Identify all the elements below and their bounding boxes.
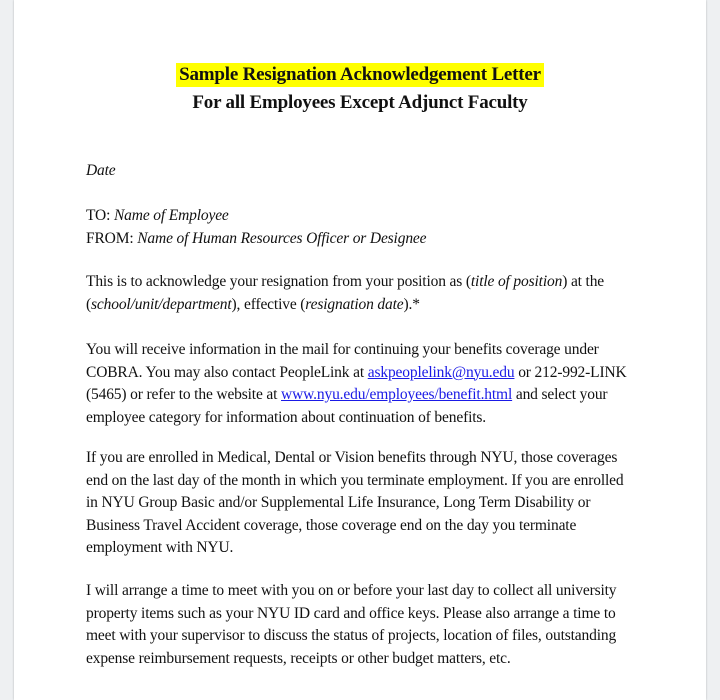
paragraph-line: employee category for information about continuation of benefits. [86,408,487,426]
from-value: Name of Human Resources Officer or Designee [137,230,427,247]
date-placeholder: Date [86,162,116,179]
website-link[interactable]: www.nyu.edu/employees/benefit.html [281,386,513,403]
paragraph-line: meet with your supervisor to discuss the status of projects, location of files, outstanding [86,627,617,644]
to-value: Name of Employee [113,207,229,224]
paragraph-line: COBRA. You may also contact PeopleLink at askpeoplelink@nyu.edu or 212-992-LINK [86,363,627,381]
letter-title: Sample Resignation Acknowledgement Letter [176,63,544,87]
letter-title-row [14,63,706,87]
from-line [86,228,686,251]
to-line [86,205,686,228]
paragraph-line: Business Travel Accident coverage, those coverage end on the day you terminate [86,516,577,534]
email-link[interactable]: askpeoplelink@nyu.edu [367,363,515,381]
paragraph-line: This is to acknowledge your resignation from your position as (title of position) at the [86,273,605,290]
from-label: FROM: [86,230,134,247]
paragraph-line: expense reimbursement requests, receipts or other budget matters, etc. [86,649,511,667]
to-label: TO: [86,207,111,224]
paragraph-line: employment with NYU. [86,539,234,556]
paragraph-benefits-end [86,447,686,560]
document-page [14,0,706,700]
paragraph-line: in NYU Group Basic and/or Supplemental Life Insurance, Long Term Disability or [86,494,591,511]
paragraph-line: end on the last day of the month in which you terminate employment. If you are enrolled [86,471,624,489]
letter-subtitle-row [14,91,706,115]
letter-subtitle: For all Employees Except Adjunct Faculty [192,92,528,113]
paragraph-acknowledgement [86,271,686,316]
paragraph-property-return [86,580,686,670]
paragraph-line: If you are enrolled in Medical, Dental or Vision benefits through NYU, those coverages [86,449,618,466]
paragraph-line: property items such as your NYU ID card and office keys. Please also arrange a time to [86,604,616,622]
paragraph-line: I will arrange a time to meet with you on or before your last day to collect all university [86,582,617,599]
paragraph-line: (5465) or refer to the website at www.nyu.edu/employees/benefit.html and select your [86,386,608,403]
paragraph-line: (school/unit/department), effective (resignation date).* [86,295,420,313]
paragraph-line: You will receive information in the mail for continuing your benefits coverage under [86,341,599,358]
date-line [86,160,686,183]
paragraph-cobra [86,339,686,429]
